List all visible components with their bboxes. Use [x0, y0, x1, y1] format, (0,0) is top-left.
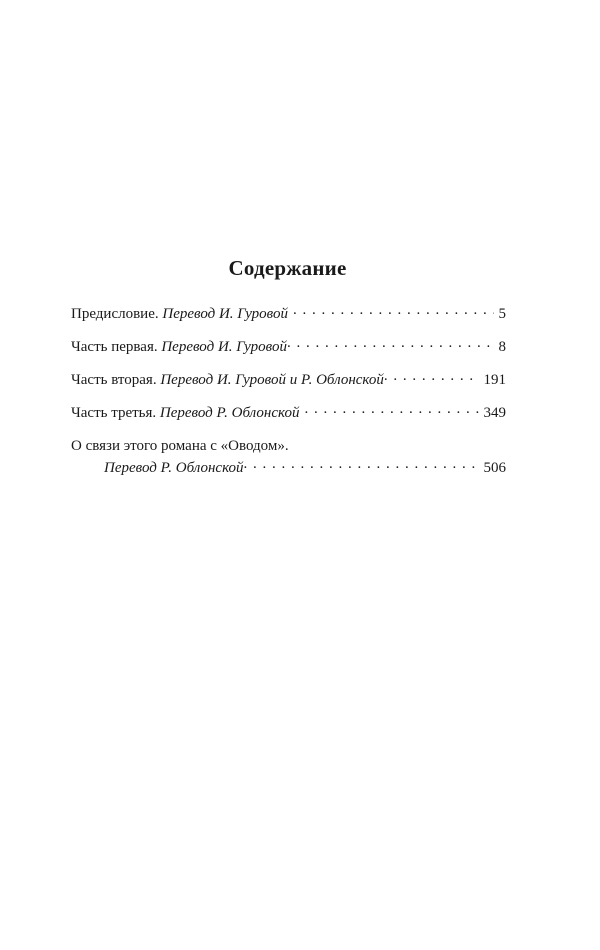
- toc-entry-title: О связи этого романа с «Оводом».: [71, 438, 289, 454]
- toc-entry-label: [71, 303, 288, 325]
- toc-entry-title: Часть первая.: [71, 339, 158, 355]
- toc-entry-label: [71, 369, 384, 391]
- toc-entry-title: Предисловие.: [71, 306, 159, 322]
- toc-page-number: 191: [483, 372, 506, 388]
- toc-entry-continuation: [71, 457, 506, 479]
- toc-entry-part-two[interactable]: [71, 369, 506, 391]
- toc-entry-afterword[interactable]: [71, 435, 506, 479]
- dot-leader: [304, 402, 478, 417]
- toc-entry-preface[interactable]: [71, 303, 506, 325]
- toc-entry-part-three[interactable]: [71, 402, 506, 424]
- toc-entry-title: Часть третья.: [71, 405, 157, 421]
- dot-leader: [244, 457, 479, 472]
- dot-leader: [287, 336, 494, 351]
- dot-leader: [384, 369, 479, 384]
- table-of-contents: [71, 303, 506, 479]
- toc-page-number: 349: [483, 405, 506, 421]
- toc-entry-translator: Перевод И. Гуровой: [161, 339, 287, 355]
- toc-page-number: 5: [498, 306, 506, 322]
- toc-entry-translator: Перевод Р. Облонской: [104, 460, 244, 476]
- toc-entry-translator: Перевод И. Гуровой и Р. Облонской: [160, 372, 384, 388]
- toc-entry-label: [71, 402, 299, 424]
- toc-page-number: 506: [483, 460, 506, 476]
- dot-leader: [293, 303, 494, 318]
- toc-entry-part-one[interactable]: [71, 336, 506, 358]
- toc-entry-translator: Перевод И. Гуровой: [162, 306, 288, 322]
- toc-entry-title: Часть вторая.: [71, 372, 157, 388]
- toc-entry-translator: Перевод Р. Облонской: [159, 405, 300, 421]
- toc-entry-label: [71, 336, 287, 358]
- toc-title: Содержание: [228, 256, 347, 280]
- toc-page-number: 8: [498, 339, 506, 355]
